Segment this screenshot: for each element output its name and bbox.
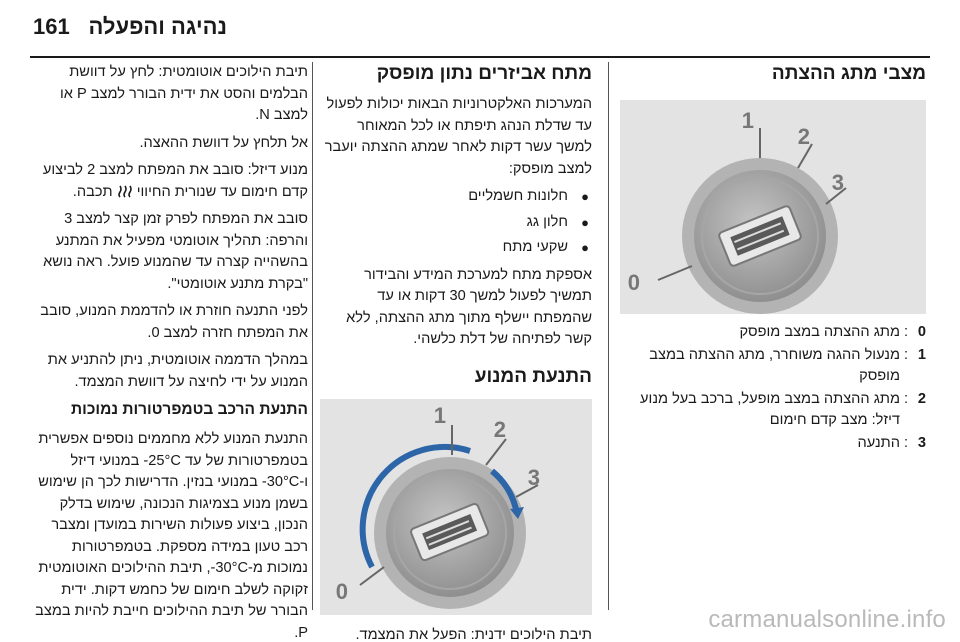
column-accessory-power bbox=[320, 62, 592, 642]
section-heading: התנעת המנוע bbox=[474, 365, 592, 387]
position-key: 0 bbox=[917, 324, 926, 340]
watermark: carmanualsonline.info bbox=[708, 606, 946, 633]
position-label: 1 bbox=[433, 402, 446, 428]
paragraph: אספקת מתח למערכת המידע והבידור תמשיך לפעול למשך 30 דקות או עד שהמפתח יישלף מתוך מתג ההצתה, ללא קשר לפתיחה של דלת כלשהי. bbox=[346, 266, 592, 347]
list-item: ● חלונות חשמליים bbox=[320, 186, 592, 208]
engine-start-figure bbox=[320, 399, 592, 615]
paragraph: במהלך הדממה אוטומטית, ניתן להתניע את המנוע על ידי לחיצה על דוושת המצמד. bbox=[47, 352, 308, 390]
ignition-switch-illustration bbox=[620, 100, 926, 314]
paragraph: התנעת המנוע ללא מחממים נוספים אפשרית בטמפרטורות של עד ‎-25°C במנועי דיזל ו-‎-30°C במנועי בנזין. הדרישות לכך הן שימוש בשמן מנוע בצמיגות הנכונה, שימוש בדלק הנכון, ביצוע פעולות השירות במועדן ומצבר רכב טעון במידה מספקת. בטמפרטורות נמוכות מ-‎-30°C, תיבת ההילוכים האוטומטית זקוקה לשלב חימום של כחמש דקות. ידית הבורר של תיבת ההילוכים חייבת להיות במצב P. bbox=[35, 431, 308, 641]
page-number: 161 bbox=[33, 14, 70, 39]
position-description: מתג ההצתה במצב מופסק bbox=[739, 324, 900, 340]
engine-start-illustration bbox=[320, 399, 592, 615]
column-engine-start-continued bbox=[32, 62, 308, 642]
figure-caption: תיבת הילוכים ידנית: הפעל את המצמד. bbox=[355, 626, 592, 642]
position-label: 2 bbox=[797, 124, 810, 149]
position-label: 3 bbox=[527, 464, 540, 490]
position-label: 0 bbox=[627, 270, 640, 295]
paragraph: לפני התנעה חוזרת או להדממת המנוע, סובב את המפתח חזרה למצב 0. bbox=[40, 303, 308, 341]
position-label: 0 bbox=[335, 578, 348, 604]
column-divider bbox=[312, 62, 313, 610]
position-label: 1 bbox=[741, 108, 754, 133]
column-ignition-positions bbox=[620, 62, 926, 455]
position-description: התנעה bbox=[857, 434, 900, 451]
position-key: 3 bbox=[917, 434, 926, 451]
paragraph: מנוע דיזל: סובב את המפתח למצב 2 לביצוע קדם חימום עד שנורית החיווי תכבה. bbox=[42, 162, 308, 200]
header-rule bbox=[30, 56, 930, 58]
section-heading: מתח אביזרים נתון מופסק bbox=[376, 63, 592, 84]
list-item: 2 : מתג ההצתה במצב מופעל, ברכב בעל מנוע דיזל: מצב קדם חימום bbox=[620, 389, 926, 432]
list-item: 3 : התנעה bbox=[620, 433, 926, 455]
positions-list bbox=[620, 322, 926, 454]
page-header bbox=[0, 0, 960, 56]
paragraph: תיבת הילוכים אוטומטית: לחץ על דוושת הבלמים והסט את ידית הבורר למצב P או למצב N. bbox=[60, 64, 308, 123]
paragraph: אל תלחץ על דוושת ההאצה. bbox=[139, 134, 308, 151]
list-item: 1 : מנעול ההגה משוחרר, מתג ההצתה במצב מופסק bbox=[620, 345, 926, 388]
paragraph: המערכות האלקטרוניות הבאות יכולות לפעול עד שדלת הנהג תיפתח או לכל המאוחר למשך עשר דקות לאחר שמתג ההצתה יועבר למצב מופסק: bbox=[324, 96, 592, 177]
paragraph: סובב את המפתח לפרק זמן קצר למצב 3 והרפה: תהליך אוטומטי מפעיל את המתנע בהשהייה קצרה עד שהמנוע פועל. ראה נושא "בקרת מתנע אוטומטי". bbox=[43, 211, 308, 292]
list-item: ● שקעי מתח bbox=[320, 237, 592, 259]
list-item: 0 : מתג ההצתה במצב מופסק bbox=[620, 322, 926, 344]
position-label: 3 bbox=[831, 170, 844, 195]
position-description: מנעול ההגה משוחרר, מתג ההצתה במצב מופסק bbox=[649, 346, 900, 384]
position-key: 1 bbox=[917, 346, 926, 363]
position-key: 2 bbox=[917, 390, 926, 407]
position-description: מתג ההצתה במצב מופעל, ברכב בעל מנוע דיזל: מצב קדם חימום bbox=[640, 390, 900, 428]
bullet-list bbox=[320, 186, 592, 259]
chapter-title: נהיגה והפעלה bbox=[88, 14, 227, 39]
section-heading: התנעת הרכב בטמפרטורות נמוכות bbox=[71, 401, 308, 418]
position-label: 2 bbox=[493, 416, 506, 442]
ignition-switch-figure bbox=[620, 100, 926, 314]
section-heading: מצבי מתג ההצתה bbox=[771, 63, 926, 84]
glow-plug-icon bbox=[117, 184, 133, 198]
list-item: ● חלון גג bbox=[320, 212, 592, 234]
column-divider bbox=[608, 62, 609, 610]
